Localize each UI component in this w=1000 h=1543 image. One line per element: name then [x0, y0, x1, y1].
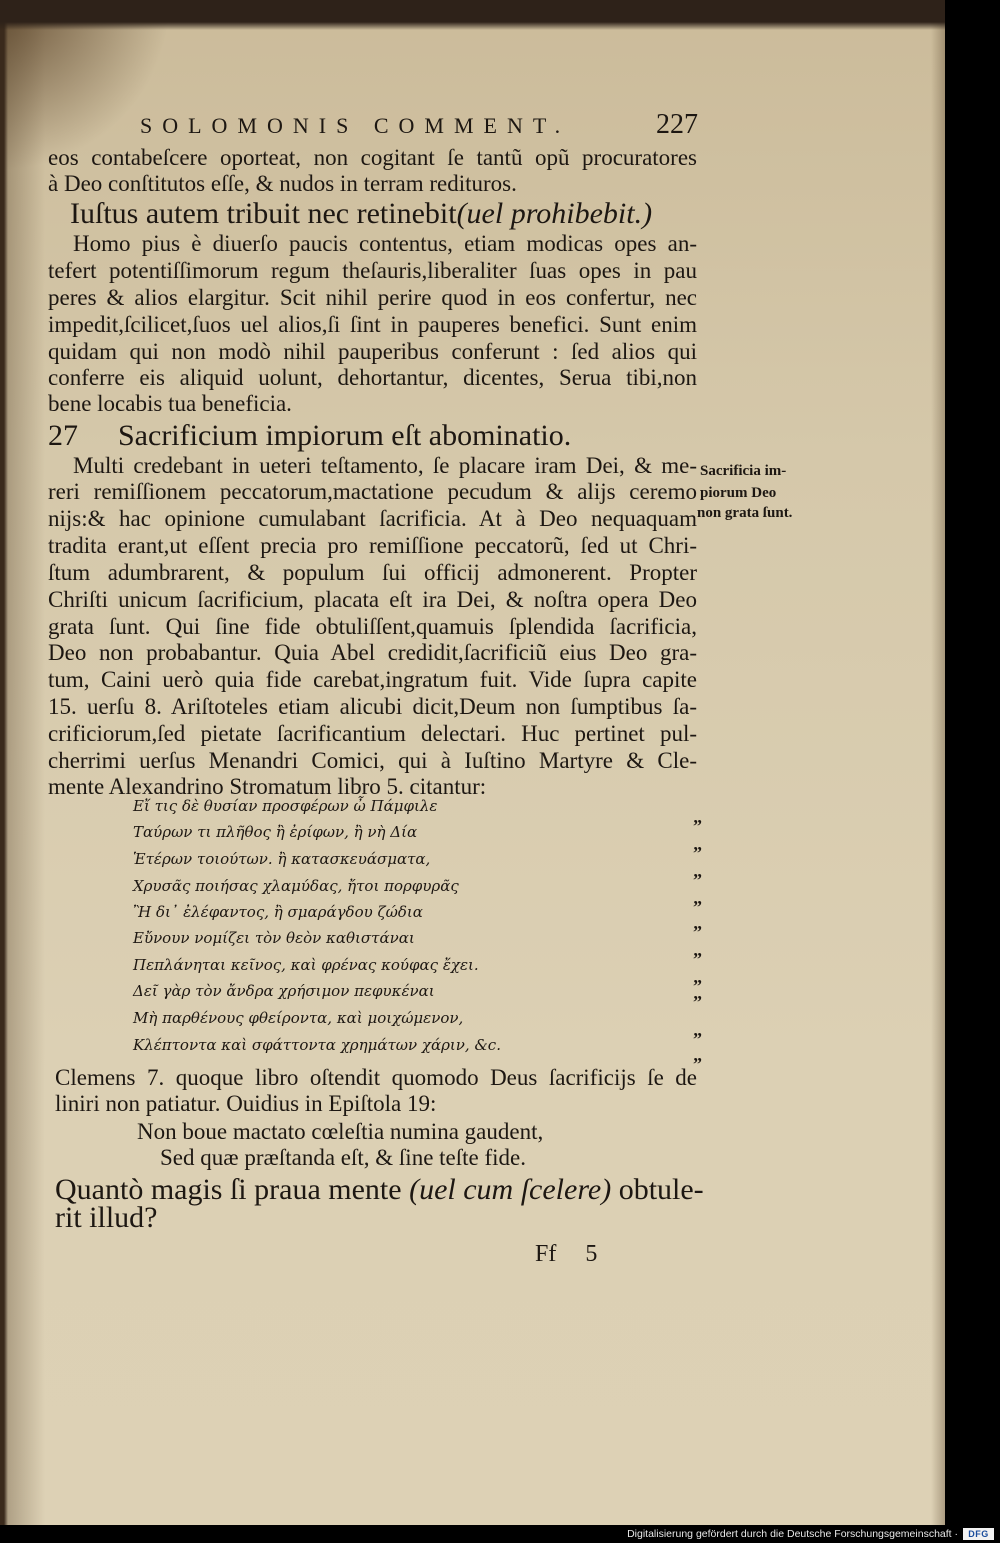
margin-note-line: non grata ſunt.: [697, 505, 793, 521]
heading-text: obtule-: [618, 1173, 704, 1206]
text-line: Clemens 7. quoque libro oſtendit quomodo Deus ſacrificijs ſe de: [55, 1065, 697, 1090]
heading-gloss: (uel prohibebit.): [456, 197, 653, 230]
greek-verse-line: Εἴ τις δὲ θυσίαν προσφέρων ὦ Πάμφιλε: [133, 797, 438, 815]
margin-note-line: piorum Deo: [700, 485, 777, 501]
text-line: reri remiſſionem peccatorum,mactatione pecudum & alijs ceremo: [48, 479, 697, 504]
greek-verse-line: Μὴ παρθένους φθείροντα, καὶ μοιχώμενον,: [133, 1009, 464, 1027]
digitization-credit: Digitalisierung gefördert durch die Deutsche Forschungsgemeinschaft ·: [627, 1528, 958, 1540]
greek-verse-line: Ἢ δι᾽ ἐλέφαντος, ἢ σμαράγδου ζώδια: [133, 903, 423, 921]
text-line: mente Alexandrino Stromatum libro 5. citantur:: [48, 774, 487, 799]
quotation-mark: ”: [693, 976, 702, 996]
latin-verse-line: Sed quæ præſtanda eſt, & ſine teſte fide.: [160, 1145, 527, 1170]
greek-verse-line: Ἑτέρων τοιούτων. ἢ κατασκευάσματα,: [133, 850, 431, 868]
greek-verse-line: Κλέπτοντα καὶ σφάττοντα χρημάτων χάριν, &c.: [133, 1036, 501, 1054]
heading-text: Iuſtus autem tribuit nec retinebit: [70, 197, 457, 230]
text-line: tefert potentiſſimorum regum theſauris,liberaliter ſuas opes in pau: [48, 258, 697, 283]
signature-mark: Ff 5: [535, 1241, 598, 1267]
quotation-mark: ”: [693, 992, 702, 1012]
quotation-mark: ”: [693, 870, 702, 890]
quotation-mark: ”: [693, 843, 702, 863]
text-line: crificiorum,ſed pietate ſacrificantium delectari. Huc pertinet pul-: [48, 721, 697, 746]
greek-verse-line: Χρυσᾶς ποιήσας χλαμύδας, ἤτοι πορφυρᾶς: [133, 877, 459, 895]
text-line: quidam qui non modò nihil pauperibus conferunt : ſed alios qui: [48, 339, 697, 364]
text-line: nijs:& hac opinione cumulabant ſacrificia. At à Deo nequaquam: [48, 506, 697, 531]
text-line: tum, Caini uerò quia fide carebat,ingratum fuit. Vide ſupra capite: [48, 667, 697, 692]
page-number: 227: [656, 109, 698, 140]
heading-text: Quantò magis ſi praua mente: [55, 1173, 402, 1206]
verse-number: 27: [48, 419, 78, 452]
text-line: grata ſunt. Qui ſine fide obtuliſſent,quamuis ſplendida ſacrificia,: [48, 614, 697, 639]
quotation-mark: ”: [693, 1029, 702, 1049]
text-line: conferre eis aliquid uolunt, dehortantur, dicentes, Serua tibi,non: [48, 365, 697, 390]
text-line: impedit,ſcilicet,ſuos uel alios,ſi ſint in pauperes benefici. Sunt enim: [48, 312, 697, 337]
text-line: Homo pius è diuerſo paucis contentus, etiam modicas opes an-: [73, 231, 697, 256]
text-line: tradita erant,ut eſſent precia pro remiſſione peccatorũ, ſed ut Chri-: [48, 533, 697, 558]
quotation-mark: ”: [693, 949, 702, 969]
greek-verse-line: Εὔνουν νομίζει τὸν θεὸν καθιστάναι: [133, 929, 415, 947]
text-line: liniri non patiatur. Ouidius in Epiſtola 19:: [55, 1091, 437, 1116]
text-line: Multi credebant in ueteri teſtamento, ſe placare iram Dei, & me-: [73, 453, 697, 478]
text-line: cherrimi uerſus Menandri Comici, qui à Iuſtino Martyre & Cle-: [48, 748, 697, 773]
dfg-logo-icon: DFG: [963, 1528, 994, 1540]
text-line: bene locabis tua beneficia.: [48, 391, 292, 416]
section-heading: Sacrificium impiorum eſt abominatio.: [118, 419, 572, 452]
running-head-title: SOLOMONIS COMMENT.: [140, 113, 571, 138]
greek-verse-line: Ταύρων τι πλῆθος ἢ ἐρίφων, ἢ νὴ Δία: [133, 823, 418, 841]
text-line: Chriſti unicum ſacrificium, placata eſt ira Dei, & noſtra opera Deo: [48, 587, 697, 612]
text-line: à Deo conſtitutos eſſe, & nudos in terram redituros.: [48, 171, 517, 196]
text-line: eos contabeſcere oporteat, non cogitant ſe tantũ opũ procuratores: [48, 145, 697, 170]
text-line: ſtum adumbrarent, & populum ſui officij admonerent. Propter: [48, 560, 697, 585]
section-heading-continuation: rit illud?: [55, 1201, 158, 1234]
quotation-mark: ”: [693, 1054, 702, 1074]
quotation-mark: ”: [693, 922, 702, 942]
latin-verse-line: Non boue mactato cœleſtia numina gaudent,: [137, 1119, 544, 1144]
quotation-mark: ”: [693, 816, 702, 836]
greek-verse-line: Δεῖ γὰρ τὸν ἄνδρα χρήσιμον πεφυκέναι: [133, 982, 435, 1000]
section-heading: [70, 195, 652, 233]
text-line: peres & alios elargitur. Scit nihil perire quod in eos confertur, nec: [48, 285, 697, 310]
text-line: 15. uerſu 8. Ariſtoteles etiam alicubi dicit,Deum non ſumptibus ſa-: [48, 694, 697, 719]
heading-gloss: (uel cum ſcelere): [409, 1173, 612, 1206]
greek-verse-line: Πεπλάνηται κεῖνος, καὶ φρένας κούφας ἔχει.: [133, 956, 479, 974]
text-line: Deo non probabantur. Quia Abel credidit,ſacrificiũ eius Deo gra-: [48, 640, 697, 665]
margin-note-line: Sacrificia im-: [700, 463, 787, 479]
quotation-mark: ”: [693, 897, 702, 917]
